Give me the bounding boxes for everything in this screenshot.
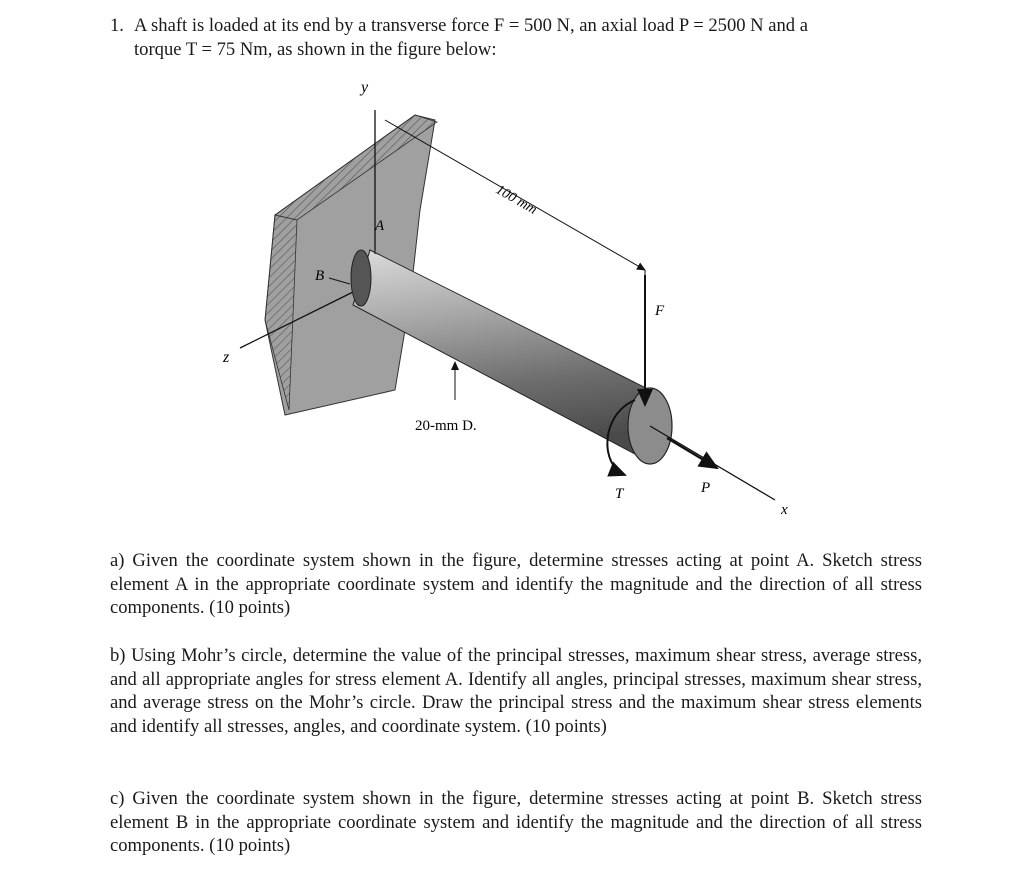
label-F: F [655, 303, 665, 319]
problem-line-2: torque T = 75 Nm, as shown in the figure below: [134, 39, 497, 60]
shaft-figure [205, 70, 805, 530]
shaft-root-end [351, 250, 371, 306]
problem-statement [110, 14, 922, 62]
axial-load-P-arrow [667, 438, 717, 468]
problem-line-1: A shaft is loaded at its end by a transverse force F = 500 N, an axial load P = 2500 N and a [134, 15, 809, 36]
shaft-diagram [205, 70, 805, 530]
label-x: x [781, 502, 788, 518]
dimension-label-diameter: 20-mm D. [415, 418, 477, 434]
dimension-label-100mm: 100 mm [493, 182, 540, 218]
label-A: A [375, 218, 385, 234]
part-b: b) Using Mohr’s circle, determine the value of the principal stresses, maximum shear stress, average stress, and all appropriate angles for stress element A. Identify all angles, principal stresses, maximum shear stress, and average stress on the Mohr’s circle. Draw the principal stress and the maximum shear stress elements and identify all stresses, angles, and coordinate system. (10 points) [110, 645, 922, 738]
problem-number: 1. [110, 15, 124, 36]
label-z: z [223, 349, 230, 366]
part-a: a) Given the coordinate system shown in the figure, determine stresses acting at point A. Sketch stress element A in the appropriate coordinate system and identify the magnitude and the direction of all stress components. (10 points) [110, 550, 922, 619]
label-B: B [315, 268, 325, 284]
part-c: c) Given the coordinate system shown in the figure, determine stresses acting at point B. Sketch stress element B in the appropriate coordinate system and identify the magnitude and the direction of all stress components. (10 points) [110, 788, 922, 857]
label-y: y [361, 79, 369, 96]
label-P: P [701, 480, 711, 496]
label-T: T [615, 486, 624, 502]
x-axis [650, 426, 775, 500]
